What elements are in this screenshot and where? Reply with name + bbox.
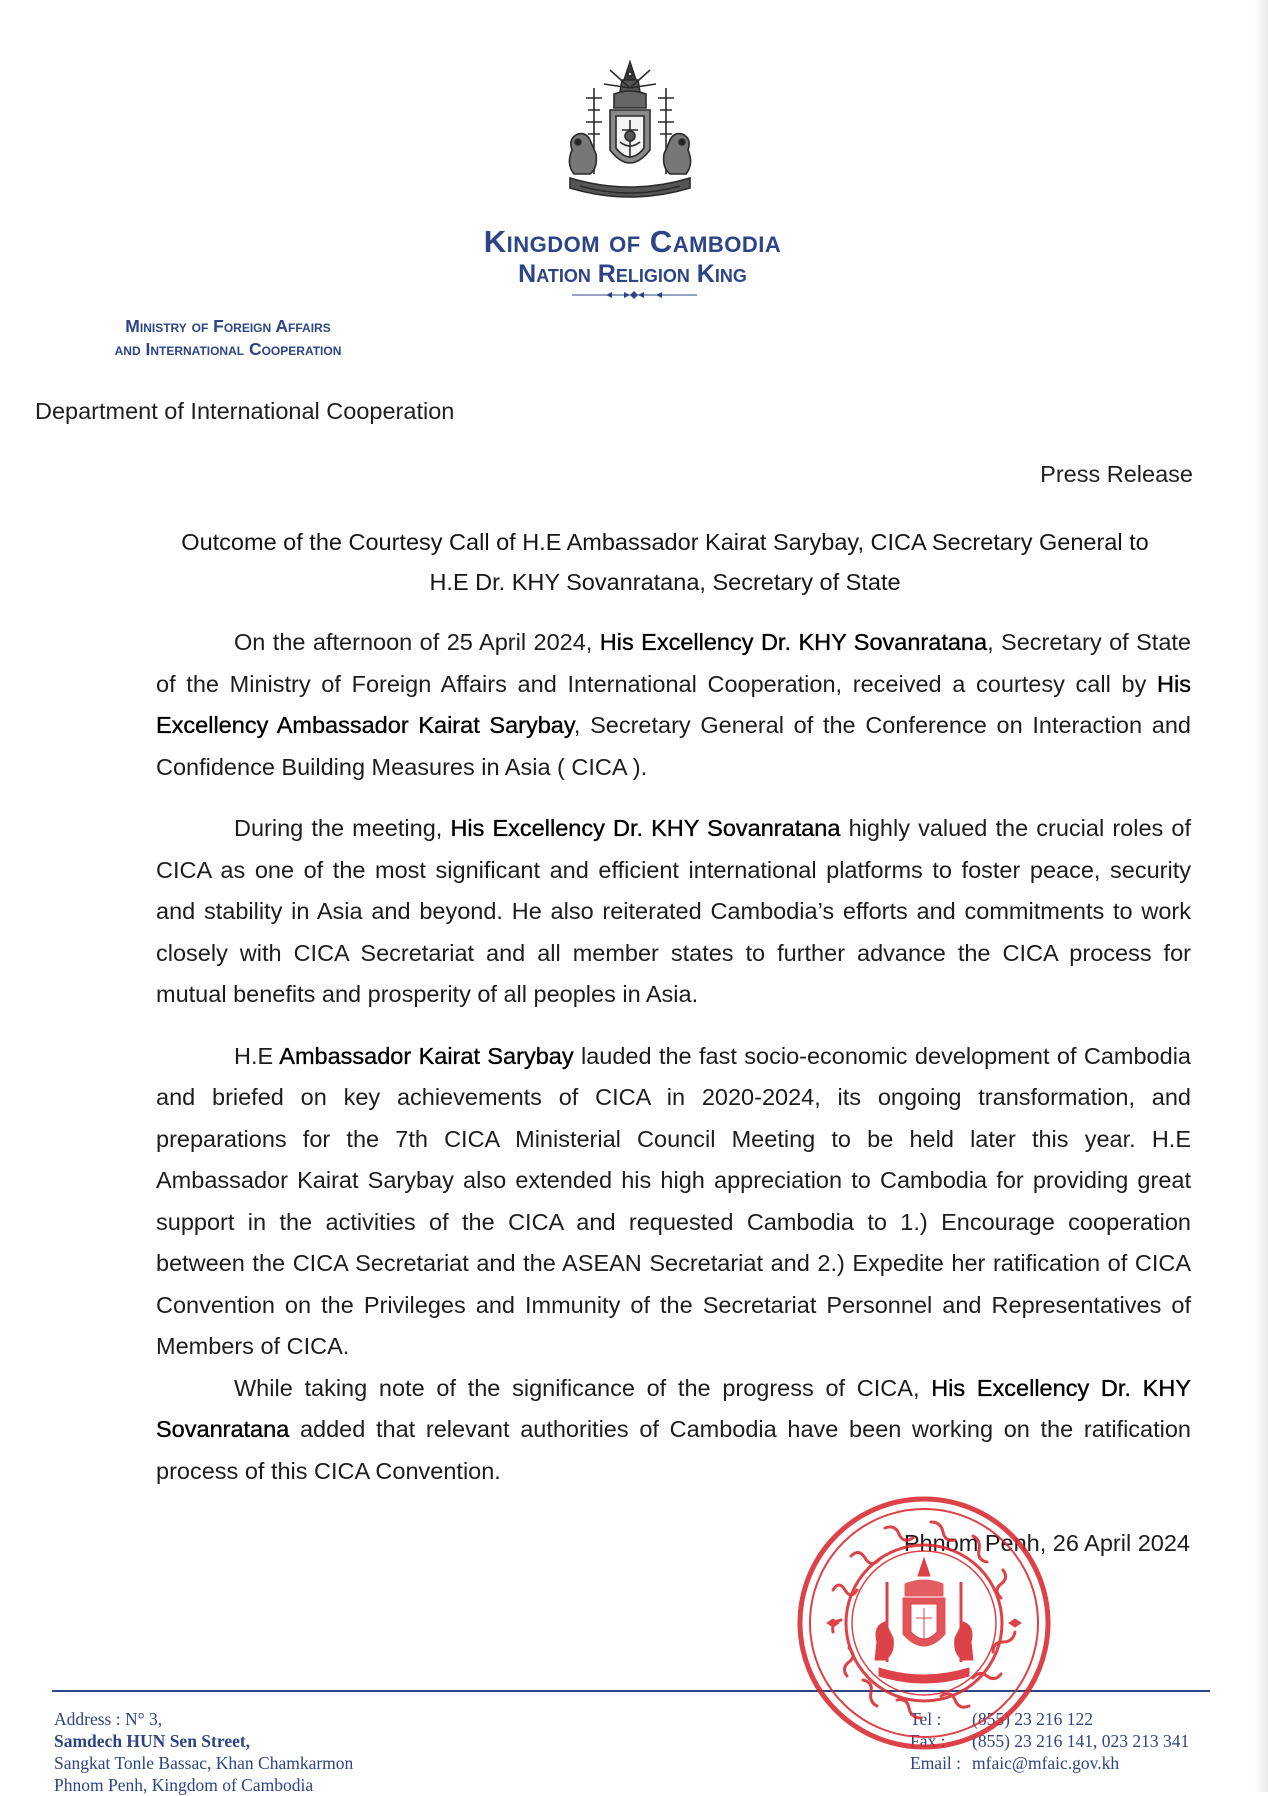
p2-bold-name: His Excellency Dr. KHY Sovanratana <box>450 815 841 841</box>
fax-label: Fax : <box>910 1731 946 1751</box>
title-line-2: H.E Dr. KHY Sovanratana, Secretary of State <box>429 569 901 595</box>
email-label: Email : <box>910 1753 962 1773</box>
press-release-body <box>156 622 1191 1512</box>
tel-label: Tel : <box>910 1709 942 1729</box>
address-street: Samdech HUN Sen Street, <box>54 1731 251 1751</box>
ornamental-divider <box>572 290 697 300</box>
place-and-date: Phnom Penh, 26 April 2024 <box>903 1530 1190 1556</box>
paragraph-3 <box>156 1036 1191 1368</box>
p2-text-c: highly valued the crucial roles of CICA as one of the most significant and efficient international platforms to foster peace, security and stability in Asia and beyond. He also reiterated Cambodia’s efforts and commitments to work closely with CICA Secretariat and all member states to further advance the CICA process for mutual benefits and prosperity of all peoples in Asia. <box>156 815 1191 1007</box>
fax-value: (855) 23 216 141, 023 213 341 <box>972 1731 1190 1751</box>
ministry-line-1: Ministry of Foreign Affairs <box>125 316 331 336</box>
ministry-line-2: and International Cooperation <box>114 339 342 359</box>
p3-text-c: lauded the fast socio-economic development of Cambodia and briefed on key achievements of CICA in 2020-2024, its ongoing transformation, and preparations for the 7th CICA Ministerial Council Meeting to be held later this year. H.E Ambassador Kairat Sarybay also extended his high appreciation to Cambodia for providing great support in the activities of the CICA and requested Cambodia to 1.) Encourage cooperation between the CICA Secretariat and the ASEAN Secretariat and 2.) Expedite her ratification of CICA Convention on the Privileges and Immunity of the Secretariat Personnel and Representatives of Members of CICA. <box>156 1042 1191 1359</box>
p4-text-a: While taking note of the significance of the progress of CICA, <box>234 1374 932 1401</box>
address-line-2: Sangkat Tonle Bassac, Khan Chamkarmon <box>54 1753 354 1773</box>
page-edge-shadow <box>1254 0 1268 1792</box>
p3-bold-ambassador: Ambassador Kairat Sarybay <box>279 1042 574 1069</box>
address-line-3: Phnom Penh, Kingdom of Cambodia <box>54 1775 314 1795</box>
p1-bold-name: His Excellency Dr. KHY Sovanratana <box>599 629 988 655</box>
country-name: Kingdom of Cambodia <box>483 224 782 259</box>
document-type: Press Release <box>1040 461 1193 487</box>
p1-text-c: , Secretary of State of the Ministry of Foreign Affairs and International Cooperation, received a courtesy call by <box>156 629 1191 697</box>
address-label: Address : N° 3, <box>54 1709 163 1729</box>
title-line-1: Outcome of the Courtesy Call of H.E Ambassador Kairat Sarybay, CICA Secretary General to <box>181 529 1149 555</box>
p1-text-e: , Secretary General of the Conference on Interaction and Confidence Building Measures in Asia ( CICA ). <box>156 712 1191 780</box>
royal-coat-of-arms-emblem <box>550 58 710 218</box>
p1-text-a: On the afternoon of 25 April 2024, <box>234 629 600 655</box>
p1-bold-ambassador: His Excellency Ambassador Kairat Sarybay <box>156 670 1191 738</box>
press-release-title <box>155 522 1175 602</box>
tel-value: (855) 23 216 122 <box>972 1709 1094 1729</box>
official-ministry-seal-stamp <box>793 1492 1055 1754</box>
department-name: Department of International Cooperation <box>35 398 455 424</box>
ministry-name <box>48 315 408 361</box>
email-value: mfaic@mfaic.gov.kh <box>972 1753 1120 1773</box>
p2-text-a: During the meeting, <box>234 815 451 841</box>
paragraph-1 <box>156 622 1191 788</box>
letterhead-title <box>360 225 905 289</box>
address-line-1 <box>54 1708 353 1752</box>
p3-text-a: H.E <box>234 1042 280 1069</box>
p4-bold-name: His Excellency Dr. KHY Sovanratana <box>156 1374 1191 1442</box>
footer-address <box>54 1708 353 1796</box>
paragraph-4 <box>156 1368 1191 1493</box>
email-row <box>910 1752 1189 1774</box>
national-motto: Nation Religion King <box>518 260 747 288</box>
p4-text-c: added that relevant authorities of Cambodia have been working on the ratification process of this CICA Convention. <box>156 1416 1191 1484</box>
paragraph-2 <box>156 808 1191 1016</box>
